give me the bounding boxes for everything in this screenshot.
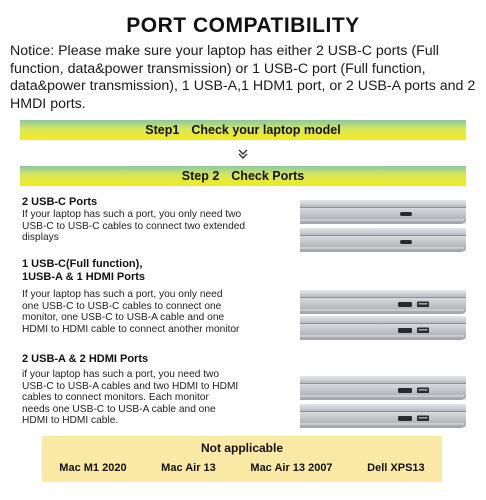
step1-label: Check your laptop model [191,123,341,137]
not-applicable-box [42,436,442,482]
laptop-side-icon [300,374,466,402]
section-usbc-desc: If your laptop has such a port, you only need two USB-C to USB-C cables to connect two extended displays [22,209,246,244]
not-applicable-models [42,462,442,474]
model-item: Dell XPS13 [367,462,425,474]
laptop-side-icon [300,314,466,342]
double-chevron-down-icon [238,148,248,160]
laptop-side-icon [300,226,466,254]
section-mixed-title: 1 USB-C(Full function), 1USB-A & 1 HDMI Ports [22,258,146,283]
model-item: Mac M1 2020 [59,462,127,474]
laptop-side-icon [300,288,466,316]
step2-number: Step 2 [181,169,220,183]
step1-number: Step1 [145,123,180,137]
step2-label: Check Ports [231,169,305,183]
section-hdmi-title: 2 USB-A & 2 HDMI Ports [22,353,149,365]
section-hdmi-desc: if your laptop has such a port, you need two USB-C to USB-A cables and two HDMI to HDMI cables to connect monitors. Each monitor needs one USB-C to USB-A cable and one HDMI to HDMI cable. [22,369,239,427]
laptop-side-icon [300,198,466,226]
page-title: PORT COMPATIBILITY [126,14,360,37]
step1-bar [20,120,466,140]
notice-text: Notice: Please make sure your laptop has either 2 USB-C ports (Full function, data&power transmission) or 1 USB-C port (Full function, data&power transmission), 1 USB-A,1 HDM1 port, or 2 USB-A ports and 2 HMDI ports. [10,43,476,112]
section-usbc-title: 2 USB-C Ports [22,196,98,208]
section-mixed-desc: If your laptop has such a port, you only need one USB-C to USB-C cables to connect one monitor, one USB-C to USB-A cable and one HDMI to HDMI cable to connect another monitor [22,289,240,335]
not-applicable-title: Not applicable [200,441,283,455]
model-item: Mac Air 13 [161,462,216,474]
laptop-side-icon [300,402,466,430]
step2-bar [20,166,466,186]
model-item: Mac Air 13 2007 [250,462,333,474]
